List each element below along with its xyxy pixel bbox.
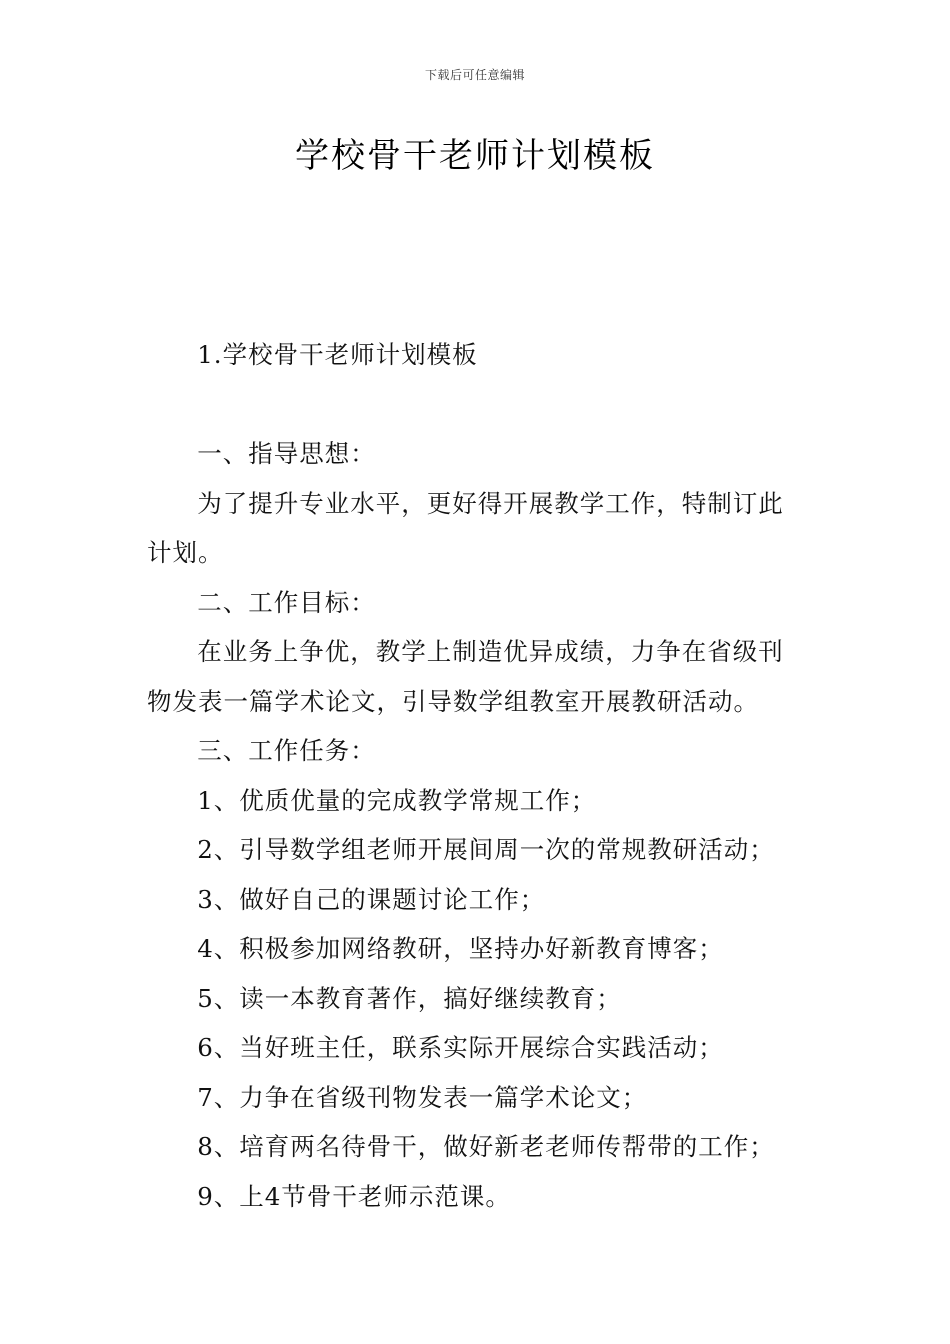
goals-heading: 二、工作目标： [197, 587, 376, 617]
list-item: 2、引导数学组老师开展间周一次的常规教研活动； [197, 835, 775, 864]
header-note: 下载后可任意编辑 [424, 68, 525, 82]
list-item: 8、培育两名待骨干，做好新老老师传帮带的工作； [197, 1132, 775, 1161]
task-list [147, 776, 807, 1222]
list-item: 1、优质优量的完成教学常规工作； [197, 785, 597, 815]
document-subtitle: 1.学校骨干老师计划模板 [197, 340, 478, 369]
guiding-body: 为了提升专业水平，更好得开展教学工作，特制订此计划。 [147, 488, 784, 567]
list-item: 9、上4节骨干老师示范课。 [197, 1181, 511, 1211]
list-item: 5、读一本教育著作，搞好继续教育； [197, 983, 622, 1013]
document-title: 学校骨干老师计划模板 [295, 136, 655, 176]
list-item: 4、积极参加网络教研，坚持办好新教育博客； [197, 934, 724, 963]
list-item: 3、做好自己的课题讨论工作； [197, 884, 546, 914]
tasks-heading: 三、工作任务： [197, 736, 376, 765]
guiding-heading: 一、指导思想： [197, 439, 376, 468]
goals-body: 在业务上争优，教学上制造优异成绩，力争在省级刊物发表一篇学术论文，引导数学组教室开展教研活动。 [147, 637, 784, 716]
list-item: 7、力争在省级刊物发表一篇学术论文； [197, 1082, 648, 1112]
document-body [147, 330, 807, 1221]
list-item: 6、当好班主任，联系实际开展综合实践活动； [197, 1033, 724, 1062]
